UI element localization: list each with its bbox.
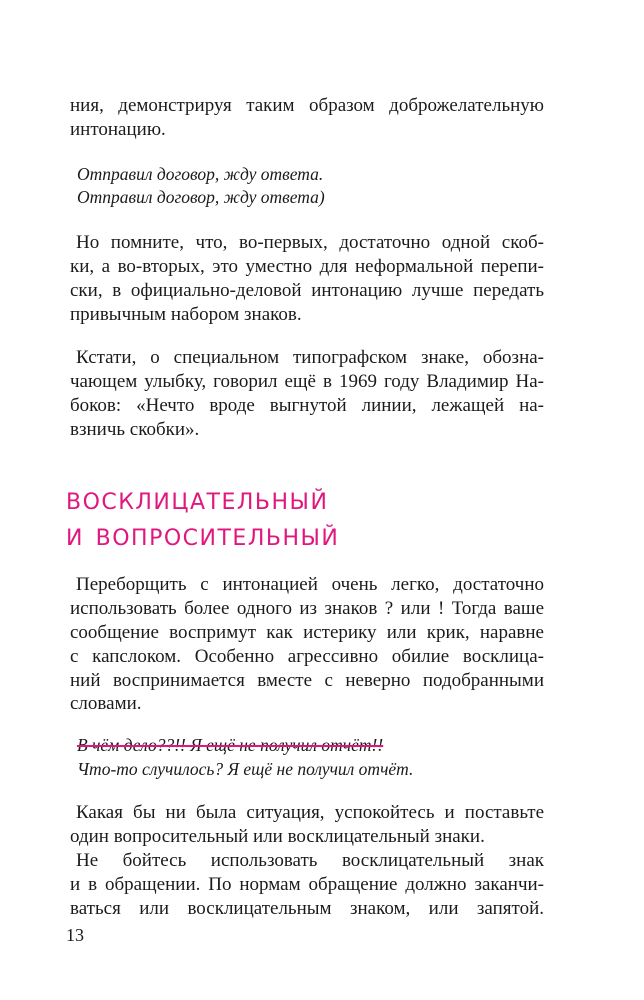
body-text-line: Но помните, что, во-первых, достаточно одной скоб-: [76, 232, 544, 253]
body-text-line: ний воспринимается вместе с неверно подобранными: [70, 670, 544, 691]
body-text-line: чающем улыбку, говорил ещё в 1969 году Владимир На-: [70, 371, 544, 392]
body-text-line: и в обращении. По нормам обращение должно заканчи-: [70, 874, 544, 895]
body-text-line: Не бойтесь использовать восклицательный знак: [76, 850, 544, 871]
body-text-line: использовать более одного из знаков ? или ! Тогда ваше: [70, 598, 544, 619]
body-text-line: взничь скобки».: [70, 419, 200, 440]
body-text-line: ки, а во-вторых, это уместно для неформальной перепи-: [70, 256, 544, 277]
body-text-line: с капслоком. Особенно агрессивно обилие восклица-: [70, 646, 544, 667]
body-text-line: сообщение воспримут как истерику или крик, наравне: [70, 622, 544, 643]
example-wrong-line: [77, 734, 383, 756]
section-heading-line-2: и вопросительный: [66, 515, 340, 553]
body-text-line: интонацию.: [70, 119, 166, 140]
body-text-line: словами.: [70, 693, 142, 714]
strikethrough-text: В чём дело??!! Я ещё не получил отчёт!!: [77, 735, 384, 755]
body-text-line: ния, демонстрируя таким образом доброжелательную: [70, 95, 544, 116]
section-heading-line-1: восклицательный: [66, 479, 329, 517]
example-line: Отправил договор, жду ответа): [77, 187, 325, 207]
body-text-line: Какая бы ни была ситуация, успокойтесь и поставьте: [76, 802, 544, 823]
body-text-line: один вопросительный или восклицательный знаки.: [70, 826, 485, 847]
body-text-line: Кстати, о специальном типографском знаке, обозна-: [76, 347, 544, 368]
example-right-line: Что-то случилось? Я ещё не получил отчёт.: [77, 759, 414, 779]
body-text-line: боков: «Нечто вроде выгнутой линии, лежащей на-: [70, 395, 544, 416]
body-text-line: ваться или восклицательным знаком, или запятой.: [70, 898, 544, 919]
page-number: 13: [66, 925, 84, 945]
body-text-line: Переборщить с интонацией очень легко, достаточно: [76, 574, 544, 595]
body-text-line: ски, в официально-деловой интонацию лучше передать: [70, 280, 544, 301]
body-text-line: привычным набором знаков.: [70, 304, 302, 325]
example-line: Отправил договор, жду ответа.: [77, 164, 324, 184]
